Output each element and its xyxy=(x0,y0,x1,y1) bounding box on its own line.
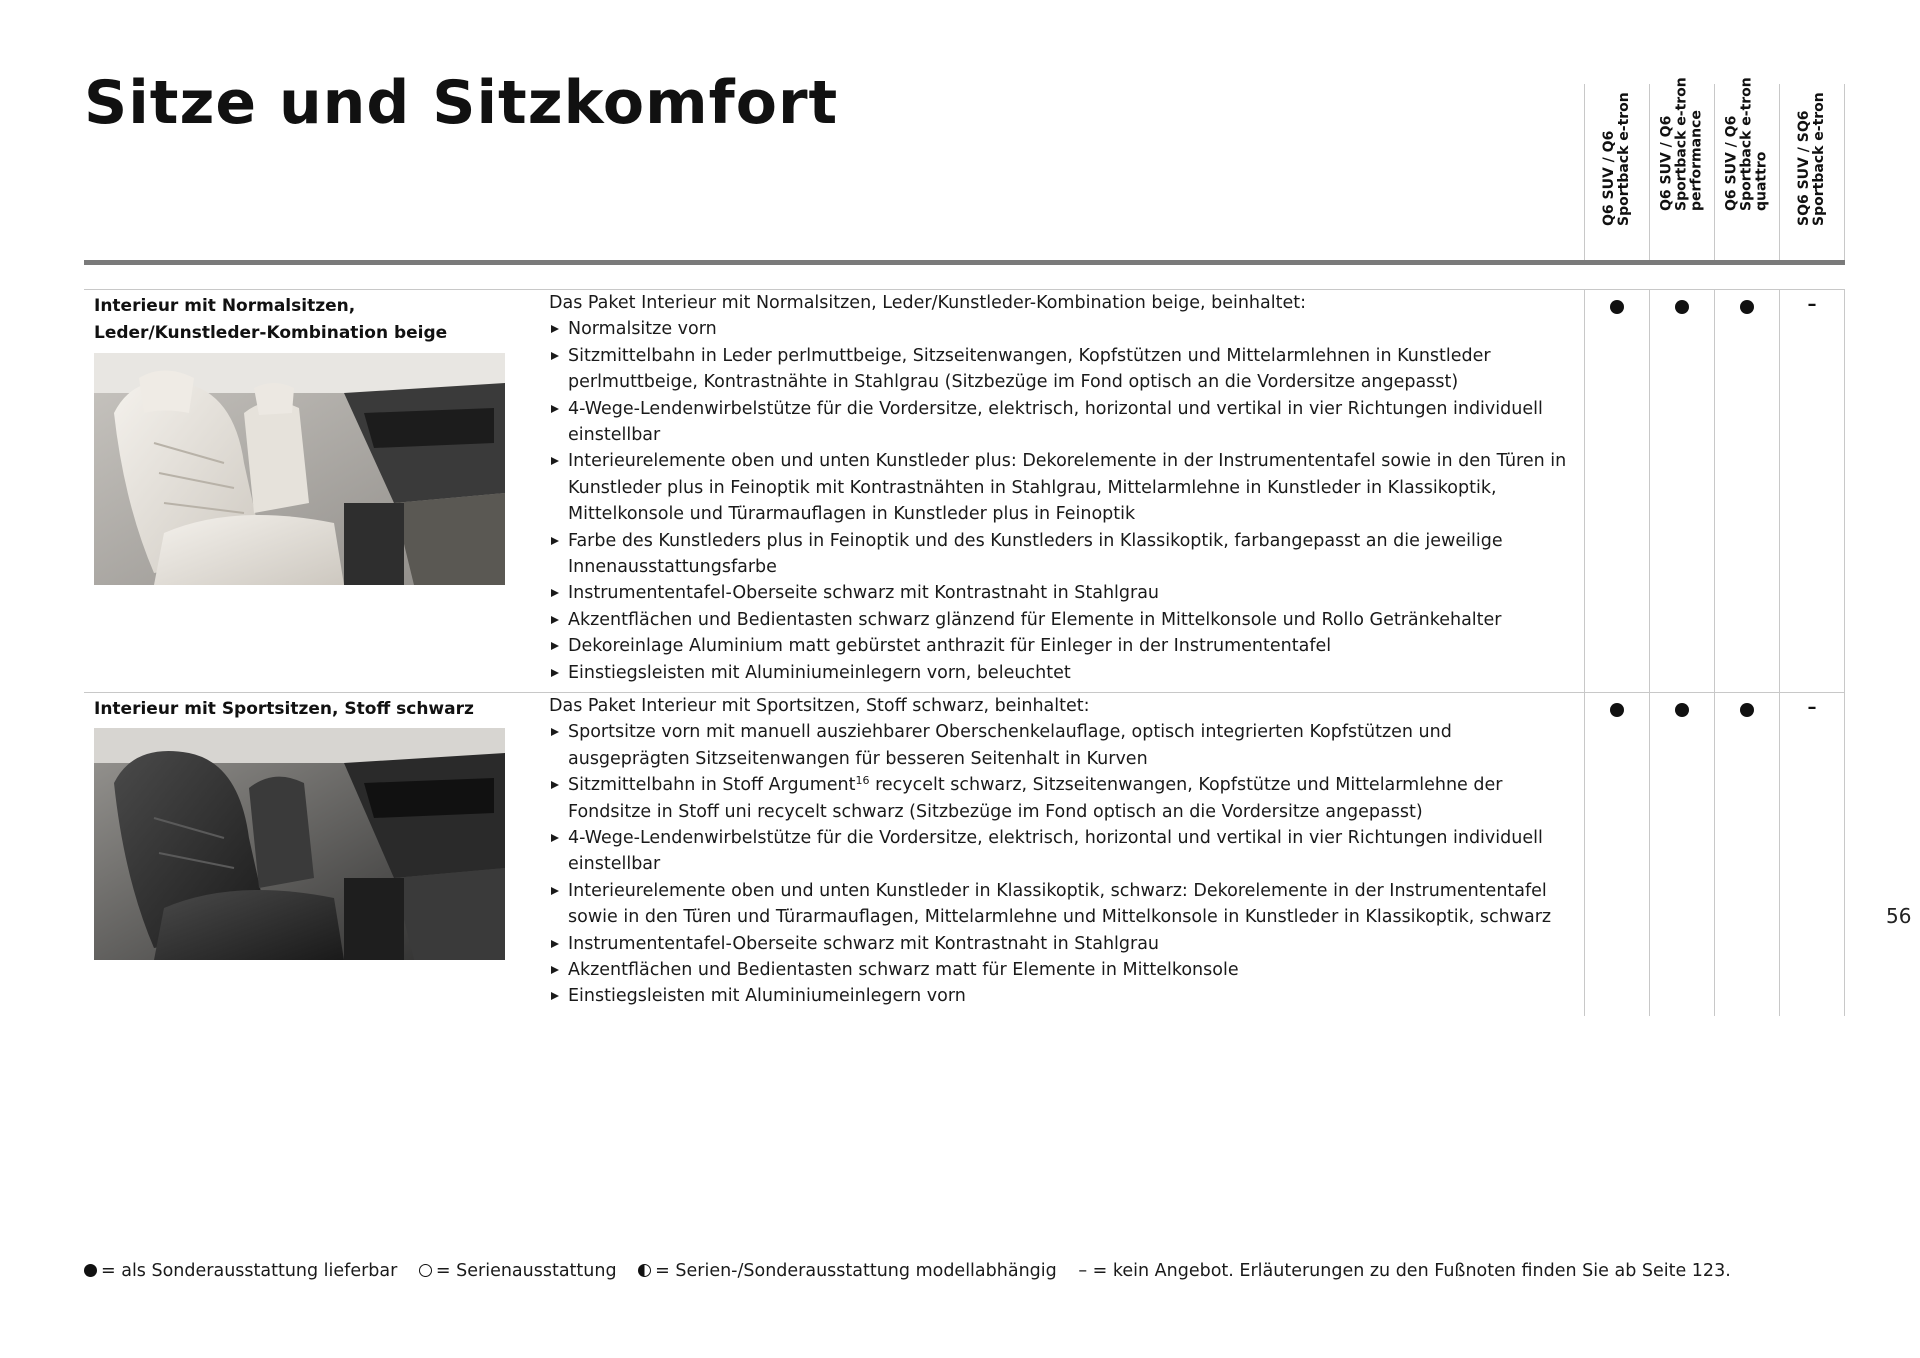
page-number: 56 xyxy=(1886,904,1912,928)
legend-standard: = Serienausstattung xyxy=(419,1261,617,1281)
availability-mark xyxy=(1585,292,1649,318)
row-description-black xyxy=(549,693,1579,1010)
availability-mark xyxy=(1715,292,1779,318)
list-item: Interieurelemente oben und unten Kunstleder plus: Dekorelemente in der Instrumententafel sowie in den Türen in Kunstleder plus in Feinoptik mit Kontrastnähten in Stahlgrau, Mittelarmlehne in Kunstleder in Klassikoptik, Mittelkonsole und Türarmauflagen in Kunstleder plus in Feinoptik xyxy=(549,448,1579,527)
feature-list xyxy=(549,316,1579,686)
empty-circle-icon xyxy=(419,1264,432,1277)
beige-seats-photo xyxy=(94,353,505,585)
list-item: Sportsitze vorn mit manuell ausziehbarer Oberschenkelauflage, optisch integrierten Kopfstützen und ausgeprägten Sitzseitenwangen für besseren Seitenhalt in Kurven xyxy=(549,719,1579,772)
list-item: Instrumententafel-Oberseite schwarz mit Kontrastnaht in Stahlgrau xyxy=(549,580,1579,606)
grid-line xyxy=(1584,290,1585,1016)
page-title: Sitze und Sitzkomfort xyxy=(84,68,839,138)
availability-mark xyxy=(1715,695,1779,721)
row-title-beige: Interieur mit Normalsitzen, Leder/Kunstleder-Kombination beige xyxy=(94,296,448,343)
list-item: 4-Wege-Lendenwirbelstütze für die Vordersitze, elektrisch, horizontal und vertikal in vier Richtungen individuell einstellbar xyxy=(549,396,1579,449)
legend-not-available: – = kein Angebot. Erläuterungen zu den Fußnoten finden Sie ab Seite 123. xyxy=(1078,1261,1731,1281)
availability-mark xyxy=(1650,695,1714,721)
legend-optional: = als Sonderausstattung lieferbar xyxy=(84,1261,397,1281)
availability-mark: – xyxy=(1807,294,1817,315)
grid-line xyxy=(1714,84,1715,262)
list-item: Akzentflächen und Bedientasten schwarz glänzend für Elemente in Mittelkonsole und Rollo Getränkehalter xyxy=(549,607,1579,633)
grid-line xyxy=(1844,290,1845,1016)
list-item: 4-Wege-Lendenwirbelstütze für die Vordersitze, elektrisch, horizontal und vertikal in vier Richtungen individuell einstellbar xyxy=(549,825,1579,878)
list-item: Instrumententafel-Oberseite schwarz mit Kontrastnaht in Stahlgrau xyxy=(549,931,1579,957)
list-item: Einstiegsleisten mit Aluminiumeinlegern vorn, beleuchtet xyxy=(549,660,1579,686)
list-item: Sitzmittelbahn in Stoff Argument$^{16}$ recycelt schwarz, Sitzseitenwangen, Kopfstütze und Mittelarmlehne der Fondsitze in Stoff uni recycelt schwarz (Sitzbezüge im Fond optisch an die Vordersitze angepasst) xyxy=(549,772,1579,825)
half-circle-icon xyxy=(638,1264,651,1277)
availability-mark xyxy=(1585,695,1649,721)
list-item: Einstiegsleisten mit Aluminiumeinlegern vorn xyxy=(549,983,1579,1009)
optional-dot xyxy=(1675,703,1689,717)
grid-line xyxy=(1649,84,1650,262)
list-item: Farbe des Kunstleders plus in Feinoptik und des Kunstleders in Klassikoptik, farbangepasst an die jeweilige Innenausstattungsfarbe xyxy=(549,528,1579,581)
list-item: Dekoreinlage Aluminium matt gebürstet anthrazit für Einleger in der Instrumententafel xyxy=(549,633,1579,659)
grid-line xyxy=(1584,84,1585,262)
availability-mark: – xyxy=(1807,697,1817,718)
availability-mark xyxy=(1650,292,1714,318)
optional-dot xyxy=(1610,300,1624,314)
feature-list xyxy=(549,719,1579,1009)
list-item: Normalsitze vorn xyxy=(549,316,1579,342)
row-intro: Das Paket Interieur mit Normalsitzen, Leder/Kunstleder-Kombination beige, beinhaltet: xyxy=(549,293,1306,313)
black-seats-photo xyxy=(94,728,505,960)
row-intro: Das Paket Interieur mit Sportsitzen, Stoff schwarz, beinhaltet: xyxy=(549,696,1090,716)
column-header-q6: Q6 SUV / Q6 Sportback e-tron xyxy=(1601,92,1632,226)
filled-circle-icon xyxy=(84,1264,97,1277)
list-item: Sitzmittelbahn in Leder perlmuttbeige, Sitzseitenwangen, Kopfstützen und Mittelarmlehnen in Kunstleder perlmuttbeige, Kontrastnähte in Stahlgrau (Sitzbezüge im Fond optisch an die Vordersitze angepasst) xyxy=(549,343,1579,396)
optional-dot xyxy=(1610,703,1624,717)
grid-line xyxy=(1779,290,1780,1016)
row-title-black: Interieur mit Sportsitzen, Stoff schwarz xyxy=(94,699,474,719)
grid-line xyxy=(1779,84,1780,262)
header-rule xyxy=(84,260,1845,265)
list-item: Interieurelemente oben und unten Kunstleder in Klassikoptik, schwarz: Dekorelemente in der Instrumententafel sowie in den Türen und Türarmauflagen, Mittelarmlehne und Mittelkonsole in Kunstleder in Klassikoptik, schwarz xyxy=(549,878,1579,931)
footnote-ref: 16 xyxy=(855,774,870,788)
beige-seats-image xyxy=(94,353,505,585)
list-item: Akzentflächen und Bedientasten schwarz matt für Elemente in Mittelkonsole xyxy=(549,957,1579,983)
grid-line xyxy=(1714,290,1715,1016)
column-header-q6-quattro: Q6 SUV / Q6 Sportback e-tron quattro xyxy=(1723,77,1770,211)
row-description-beige xyxy=(549,290,1579,686)
optional-dot xyxy=(1675,300,1689,314)
column-header-q6-performance: Q6 SUV / Q6 Sportback e-tron performance xyxy=(1658,77,1705,211)
optional-dot xyxy=(1740,300,1754,314)
black-seats-image xyxy=(94,728,505,960)
grid-line xyxy=(1649,290,1650,1016)
grid-line xyxy=(1844,84,1845,262)
optional-dot xyxy=(1740,703,1754,717)
legend xyxy=(84,1261,1747,1281)
column-header-sq6: SQ6 SUV / SQ6 Sportback e-tron xyxy=(1796,92,1827,226)
legend-model-dependent: = Serien-/Sonderausstattung modellabhängig xyxy=(638,1261,1057,1281)
